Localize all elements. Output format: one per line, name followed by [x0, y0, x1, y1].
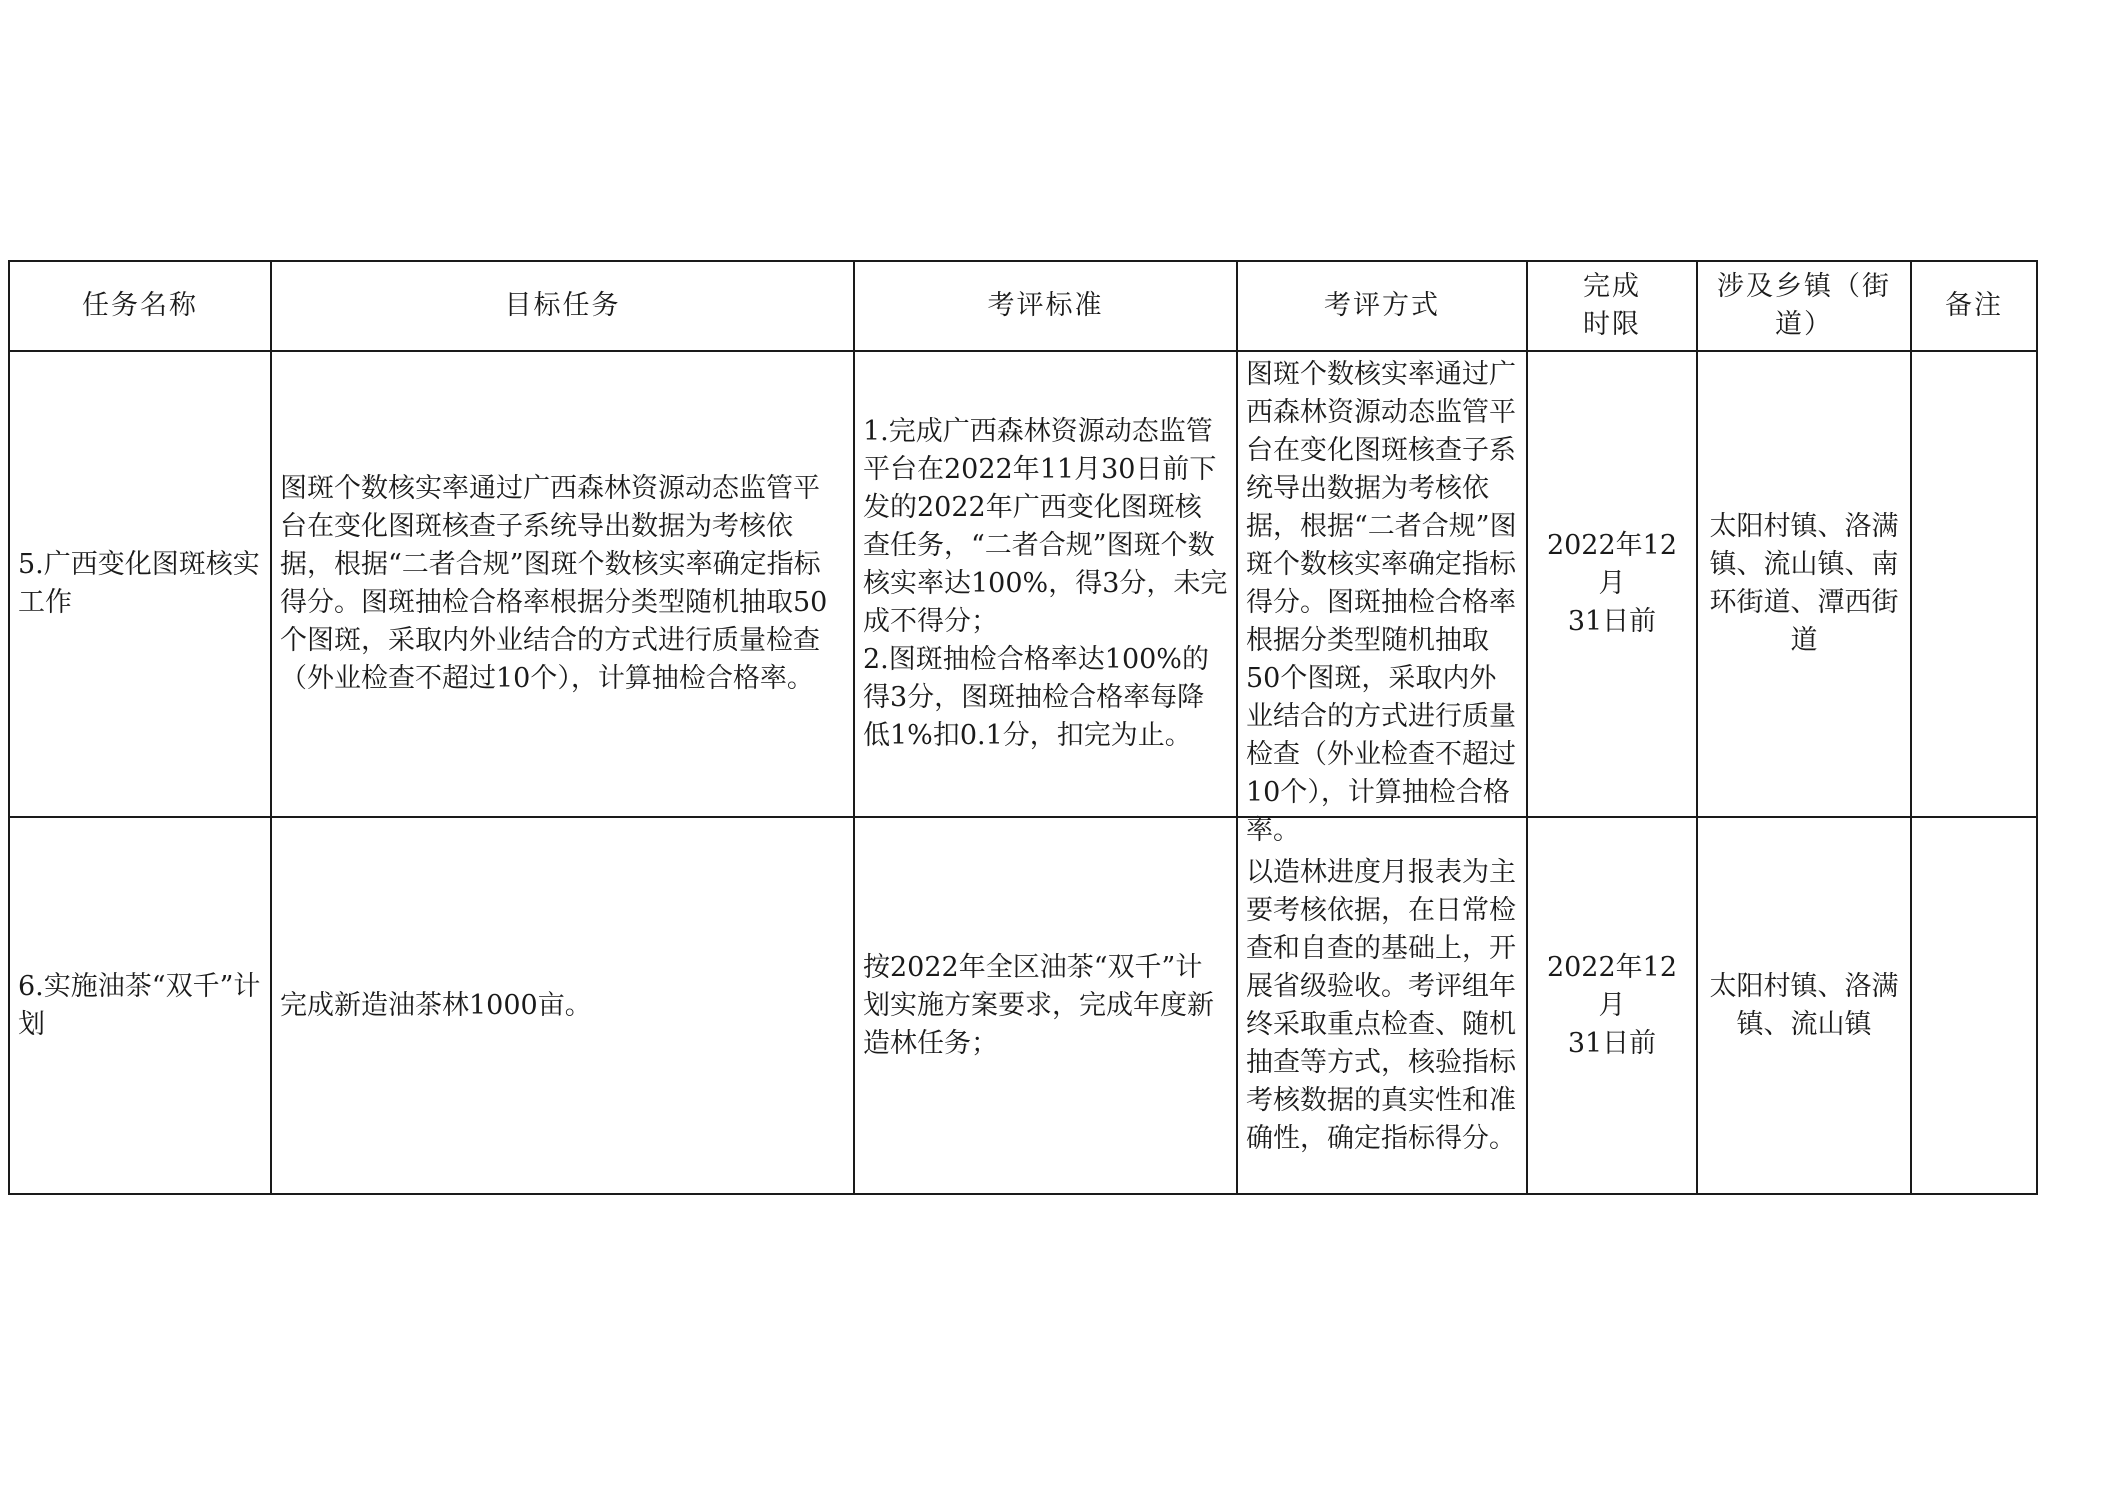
method-text: 图斑个数核实率通过广西森林资源动态监管平台在变化图斑核查子系统导出数据为考核依据，根据“二者合规”图斑个数核实率确定指标得分。图斑抽检合格率根据分类型随机抽取50个图斑，采取内外业结合的方式进行质量检查（外业检查不超过10个），计算抽检合格率。	[1246, 359, 1517, 846]
method-cell: 以造林进度月报表为主要考核依据，在日常检查和自查的基础上，开展省级验收。考评组年终采取重点检查、随机抽查等方式，核验指标考核数据的真实性和准确性，确定指标得分。	[1237, 817, 1527, 1194]
criteria-cell: 1.完成广西森林资源动态监管平台在2022年11月30日前下发的2022年广西变化图斑核查任务，“二者合规”图斑个数核实率达100%，得3分，未完成不得分； 2.图斑抽检合格率达100%的得3分，图斑抽检合格率每降低1%扣0.1分，扣完为止。	[854, 351, 1237, 817]
remarks-cell	[1911, 817, 2037, 1194]
criteria-cell: 按2022年全区油茶“双千”计划实施方案要求，完成年度新造林任务；	[854, 817, 1237, 1194]
task-name-cell: 5.广西变化图斑核实工作	[9, 351, 271, 817]
header-target: 目标任务	[271, 261, 854, 351]
remarks-cell	[1911, 351, 2037, 817]
towns-cell: 太阳村镇、洛满镇、流山镇、南环街道、潭西街道	[1697, 351, 1911, 817]
target-cell: 完成新造油茶林1000亩。	[271, 817, 854, 1194]
header-deadline: 完成 时限	[1527, 261, 1697, 351]
header-task-name: 任务名称	[9, 261, 271, 351]
header-criteria: 考评标准	[854, 261, 1237, 351]
header-towns: 涉及乡镇（街 道）	[1697, 261, 1911, 351]
header-method: 考评方式	[1237, 261, 1527, 351]
assessment-table	[8, 260, 2038, 1195]
method-cell	[1237, 351, 1527, 846]
towns-cell: 太阳村镇、洛满镇、流山镇	[1697, 817, 1911, 1194]
table-row	[9, 351, 2037, 817]
deadline-cell: 2022年12月 31日前	[1527, 817, 1697, 1194]
task-name-cell: 6.实施油茶“双千”计划	[9, 817, 271, 1194]
header-row	[9, 261, 2037, 351]
deadline-cell: 2022年12月 31日前	[1527, 351, 1697, 817]
header-remarks: 备注	[1911, 261, 2037, 351]
target-cell: 图斑个数核实率通过广西森林资源动态监管平台在变化图斑核查子系统导出数据为考核依据，根据“二者合规”图斑个数核实率确定指标得分。图斑抽检合格率根据分类型随机抽取50个图斑，采取内外业结合的方式进行质量检查（外业检查不超过10个），计算抽检合格率。	[271, 351, 854, 817]
table-row	[9, 817, 2037, 1194]
